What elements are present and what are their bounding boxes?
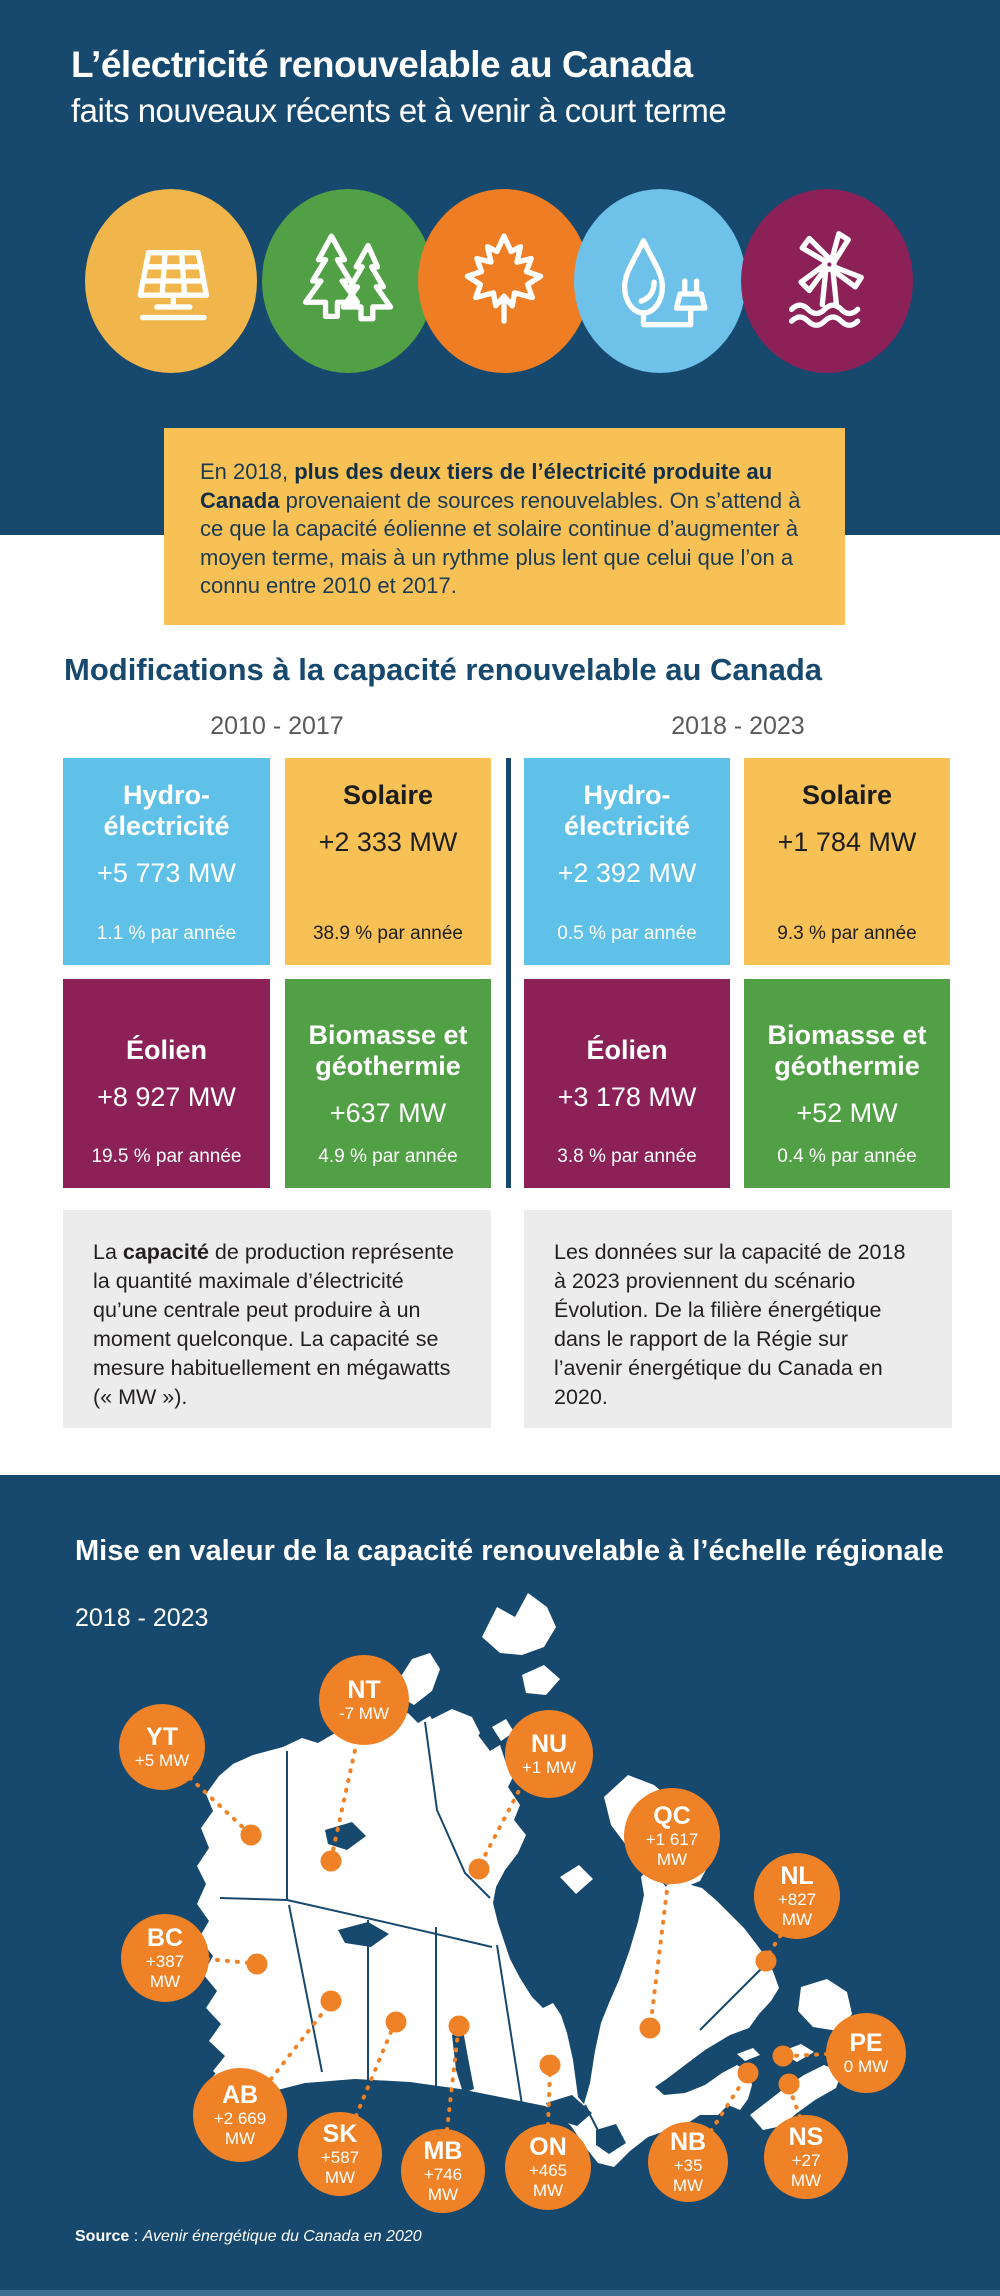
province-value: +1 MW [521, 1757, 577, 1777]
province-value: +2 669 [213, 2108, 267, 2128]
bubble-ab [193, 2068, 287, 2162]
stat-rate: 38.9 % par année [312, 923, 463, 944]
period-label-2018-2023: 2018 - 2023 [671, 712, 805, 740]
stat-box-solaire-2018 [744, 758, 950, 965]
source-separator: : [129, 2228, 143, 2245]
bubble-nl [754, 1853, 840, 1939]
province-code: NB [669, 2127, 707, 2156]
province-code: QC [653, 1801, 691, 1830]
province-code: NU [530, 1729, 568, 1758]
modifications-heading: Modifications à la capacité renouvelable au Canada [64, 652, 823, 687]
source-label: Source [75, 2228, 130, 2245]
stat-rate: 3.8 % par année [557, 1146, 697, 1167]
province-code: NT [347, 1675, 381, 1704]
stat-box-eolien-2018 [524, 979, 730, 1188]
data-source-note [524, 1210, 952, 1428]
bubble-nt [319, 1655, 409, 1745]
stat-title: Hydro-électricité [103, 780, 230, 841]
province-unit: MW [781, 1909, 813, 1929]
bubble-ns [764, 2115, 848, 2199]
note-text: Les données sur la capacité de 2018 à 2023 proviennent du scénario Évolution. De la filière énergétique dans le rapport de la Régie sur l’avenir énergétique du Canada en 2020. [554, 1240, 906, 1409]
stat-title: Éolien [586, 1035, 668, 1065]
regional-title: Mise en valeur de la capacité renouvelable à l’échelle régionale [75, 1535, 944, 1567]
stat-box-solaire-2010 [285, 758, 491, 965]
province-value: +587 [320, 2147, 360, 2167]
province-code: NS [788, 2122, 824, 2151]
stat-box-biomasse-2010 [285, 979, 491, 1188]
dot-nu [469, 1859, 490, 1880]
province-code: ON [529, 2132, 567, 2161]
dot-pe [773, 2046, 794, 2067]
stat-rate: 0.4 % par année [777, 1146, 917, 1167]
province-code: SK [322, 2119, 358, 2148]
stat-title: Biomasse et géothermie [308, 1019, 468, 1081]
callout-bold-text: plus des deux tiers de l’électricité produite au Canada [200, 459, 773, 513]
province-value: -7 MW [338, 1703, 390, 1723]
province-code: YT [146, 1722, 178, 1751]
province-unit: MW [672, 2175, 704, 2195]
stat-title: Biomasse et géothermie [767, 1019, 927, 1081]
stat-title: Solaire [342, 780, 434, 810]
bubble-pe [826, 2013, 906, 2093]
stat-value: +52 MW [796, 1097, 898, 1128]
bubble-mb [401, 2129, 485, 2213]
province-unit: MW [790, 2170, 822, 2190]
stat-box-hydro-2010 [63, 758, 270, 965]
callout-text-2: provenaient de sources renouvelables. On s’attend à ce que la capacité éolienne et solaire continue d’augmenter à moyen terme, mais à un rythme plus lent que celui que l’on a connu entre 2010 et 2017. [200, 487, 801, 598]
stat-rate: 1.1 % par année [96, 923, 237, 944]
bubble-on [505, 2124, 591, 2210]
maple-leaf-icon [418, 189, 590, 373]
stat-box-eolien-2010 [63, 979, 270, 1188]
bottom-edge-strip [0, 2290, 1000, 2296]
note-bold-text: capacité [122, 1240, 209, 1264]
stat-title: Hydro-électricité [563, 780, 691, 841]
stat-value: +2 392 MW [557, 858, 697, 888]
stat-value: +637 MW [329, 1097, 447, 1128]
dot-bc [247, 1954, 268, 1975]
dot-qc [640, 2018, 661, 2039]
dot-ab [321, 1991, 342, 2012]
stat-value: +3 178 MW [557, 1082, 697, 1112]
province-value: 0 MW [843, 2056, 889, 2076]
intro-callout [164, 428, 845, 625]
canada-map [0, 1475, 1000, 2296]
province-unit: MW [149, 1971, 181, 1991]
province-unit: MW [532, 2180, 564, 2200]
bubble-nb [648, 2122, 728, 2202]
dot-nb [738, 2063, 759, 2084]
bubble-yt [119, 1704, 205, 1790]
province-value: +746 [423, 2164, 463, 2184]
page-title: L’électricité renouvelable au Canada [71, 44, 693, 85]
province-code: MB [423, 2136, 463, 2165]
province-value: +5 MW [134, 1750, 190, 1770]
province-value: +35 [673, 2155, 703, 2175]
province-code: PE [849, 2028, 883, 2057]
water-drop-plug-icon [574, 189, 746, 373]
province-value: +1 617 [645, 1829, 699, 1849]
regional-subtitle: 2018 - 2023 [75, 1604, 209, 1632]
stat-rate: 0.5 % par année [557, 923, 697, 944]
bubble-nu [505, 1710, 593, 1798]
stat-rate: 4.9 % par année [318, 1146, 458, 1167]
marine-turbine-icon [741, 189, 913, 373]
stat-box-hydro-2018 [524, 758, 730, 965]
page-subtitle: faits nouveaux récents et à venir à court terme [71, 92, 727, 129]
province-code: NL [780, 1861, 814, 1890]
province-unit: MW [224, 2128, 256, 2148]
note-text: La [93, 1240, 123, 1264]
solar-panel-icon [85, 189, 257, 373]
period-divider [506, 758, 511, 1188]
dot-on [540, 2055, 561, 2076]
province-value: +387 [145, 1951, 185, 1971]
dot-yt [241, 1825, 262, 1846]
period-label-2010-2017: 2010 - 2017 [210, 712, 344, 740]
stat-box-biomasse-2018 [744, 979, 950, 1188]
stat-title: Solaire [801, 780, 893, 810]
dot-mb [449, 2016, 470, 2037]
province-value: +27 [791, 2150, 821, 2170]
stat-rate: 9.3 % par année [777, 923, 917, 944]
bubble-qc [624, 1788, 720, 1884]
evergreen-trees-icon [262, 189, 434, 373]
dot-nt [321, 1851, 342, 1872]
bubble-bc [121, 1914, 209, 2002]
stat-value: +5 773 MW [97, 858, 236, 888]
dot-sk [386, 2012, 407, 2033]
stat-rate: 19.5 % par année [91, 1146, 242, 1167]
province-value: +827 [777, 1889, 817, 1909]
province-unit: MW [656, 1849, 688, 1869]
province-value: +465 [528, 2160, 568, 2180]
province-unit: MW [324, 2167, 356, 2187]
note-text-2: de production représente la quantité maximale d’électricité qu’une centrale peut produire à un moment quelconque. La capacité se mesure habituellement en mégawatts (« MW »). [93, 1240, 454, 1409]
stat-title: Éolien [125, 1035, 207, 1065]
source-text: Avenir énergétique du Canada en 2020 [142, 2228, 422, 2245]
capacity-definition-note [63, 1210, 491, 1428]
dot-ns [779, 2074, 800, 2095]
stat-value: +8 927 MW [97, 1082, 236, 1112]
bubble-sk [298, 2112, 382, 2196]
dot-nl [756, 1951, 777, 1972]
source-line [75, 2228, 422, 2246]
stat-value: +2 333 MW [318, 827, 458, 857]
stat-value: +1 784 MW [777, 827, 917, 857]
callout-text: En 2018, [200, 459, 295, 484]
province-code: AB [221, 2080, 259, 2109]
province-unit: MW [427, 2184, 459, 2204]
province-code: BC [146, 1923, 184, 1952]
